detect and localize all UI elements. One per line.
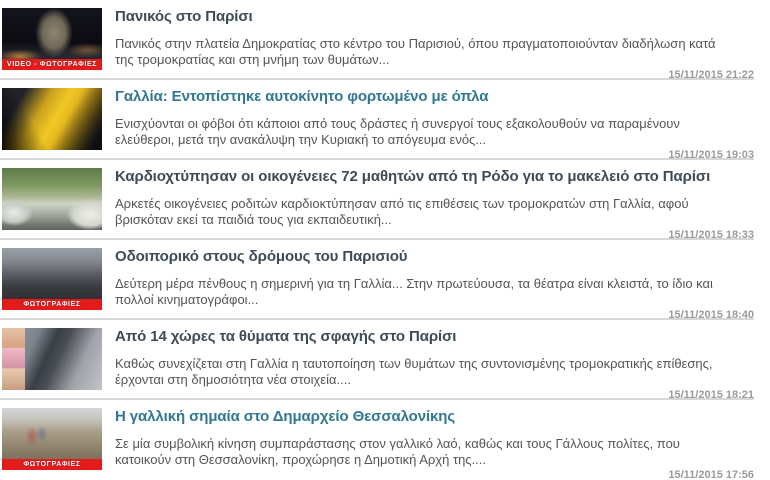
- article-item: [0, 0, 754, 80]
- article-thumbnail[interactable]: [2, 168, 102, 230]
- article-timestamp: 15/11/2015 17:56: [668, 469, 754, 480]
- article-summary: Σε μία συμβολική κίνηση συμπαράστασης στον γαλλικό λαό, καθώς και τους Γάλλους πολίτες, που κατοικούν στη Θεσσαλονίκη, προχώρησε η Δημοτική Αρχή της....: [115, 436, 680, 467]
- article-thumbnail[interactable]: [2, 88, 102, 150]
- article-item: [0, 80, 754, 160]
- article-summary: Καθώς συνεχίζεται στη Γαλλία η ταυτοποίηση των θυμάτων της συντονισμένης τρομοκρατικής επίθεσης, έρχονται στη δημοσιότητα νέα στοιχεία....: [115, 356, 713, 387]
- article-summary: Δεύτερη μέρα πένθους η σημερινή για τη Γαλλία... Στην πρωτεύουσα, τα θέατρα είναι κλειστά, το ίδιο και πολλοί κινηματογράφοι...: [115, 276, 713, 307]
- article-summary: Ενισχύονται οι φόβοι ότι κάποιοι από τους δράστες ή συνεργοί τους εξακολουθούν να παραμένουν ελεύθεροι, μετά την ανακάλυψη την Κυριακή το απόγευμα ενός...: [115, 116, 680, 147]
- article-summary: Πανικός στην πλατεία Δημοκρατίας στο κέντρο του Παρισιού, όπου πραγματοποιούνταν διαδήλωση κατά της τρομοκρατίας και στη μνήμη των θυμάτων...: [115, 36, 716, 67]
- article-item: [0, 400, 754, 480]
- article-thumbnail[interactable]: [2, 408, 102, 470]
- article-title-link[interactable]: Από 14 χώρες τα θύματα της σφαγής στο Παρίσι: [115, 328, 457, 345]
- article-summary: Αρκετές οικογένειες ροδιτών καρδιοκτύπησαν από τις επιθέσεις των τρομοκρατών στη Γαλλία, αφού βρισκόταν εκεί τα παιδιά τους για εκπαιδευτική...: [115, 196, 689, 227]
- article-title-link[interactable]: Πανικός στο Παρίσι: [115, 8, 253, 25]
- article-thumbnail[interactable]: [2, 8, 102, 70]
- media-type-banner: ΦΩΤΟΓΡΑΦΙΕΣ: [2, 459, 102, 470]
- media-type-banner: VIDEO - ΦΩΤΟΓΡΑΦΙΕΣ: [2, 59, 102, 70]
- article-item: [0, 160, 754, 240]
- article-timestamp: 15/11/2015 18:33: [668, 229, 754, 241]
- article-thumbnail[interactable]: [2, 248, 102, 310]
- article-title-link[interactable]: Η γαλλική σημαία στο Δημαρχείο Θεσσαλονίκης: [115, 408, 456, 425]
- article-title-link[interactable]: Οδοιπορικό στους δρόμους του Παρισιού: [115, 248, 408, 265]
- media-type-banner: ΦΩΤΟΓΡΑΦΙΕΣ: [2, 299, 102, 310]
- article-timestamp: 15/11/2015 18:40: [668, 309, 754, 321]
- article-timestamp: 15/11/2015 19:03: [668, 149, 754, 161]
- article-item: [0, 320, 754, 400]
- article-item: [0, 240, 754, 320]
- article-title-link[interactable]: Καρδιοχτύπησαν οι οικογένειες 72 μαθητών από τη Ρόδο για το μακελειό στο Παρίσι: [115, 168, 711, 185]
- article-timestamp: 15/11/2015 21:22: [668, 69, 754, 81]
- article-thumbnail[interactable]: [2, 328, 102, 390]
- article-title-link[interactable]: Γαλλία: Εντοπίστηκε αυτοκίνητο φορτωμένο με όπλα: [115, 88, 489, 105]
- article-timestamp: 15/11/2015 18:21: [668, 389, 754, 401]
